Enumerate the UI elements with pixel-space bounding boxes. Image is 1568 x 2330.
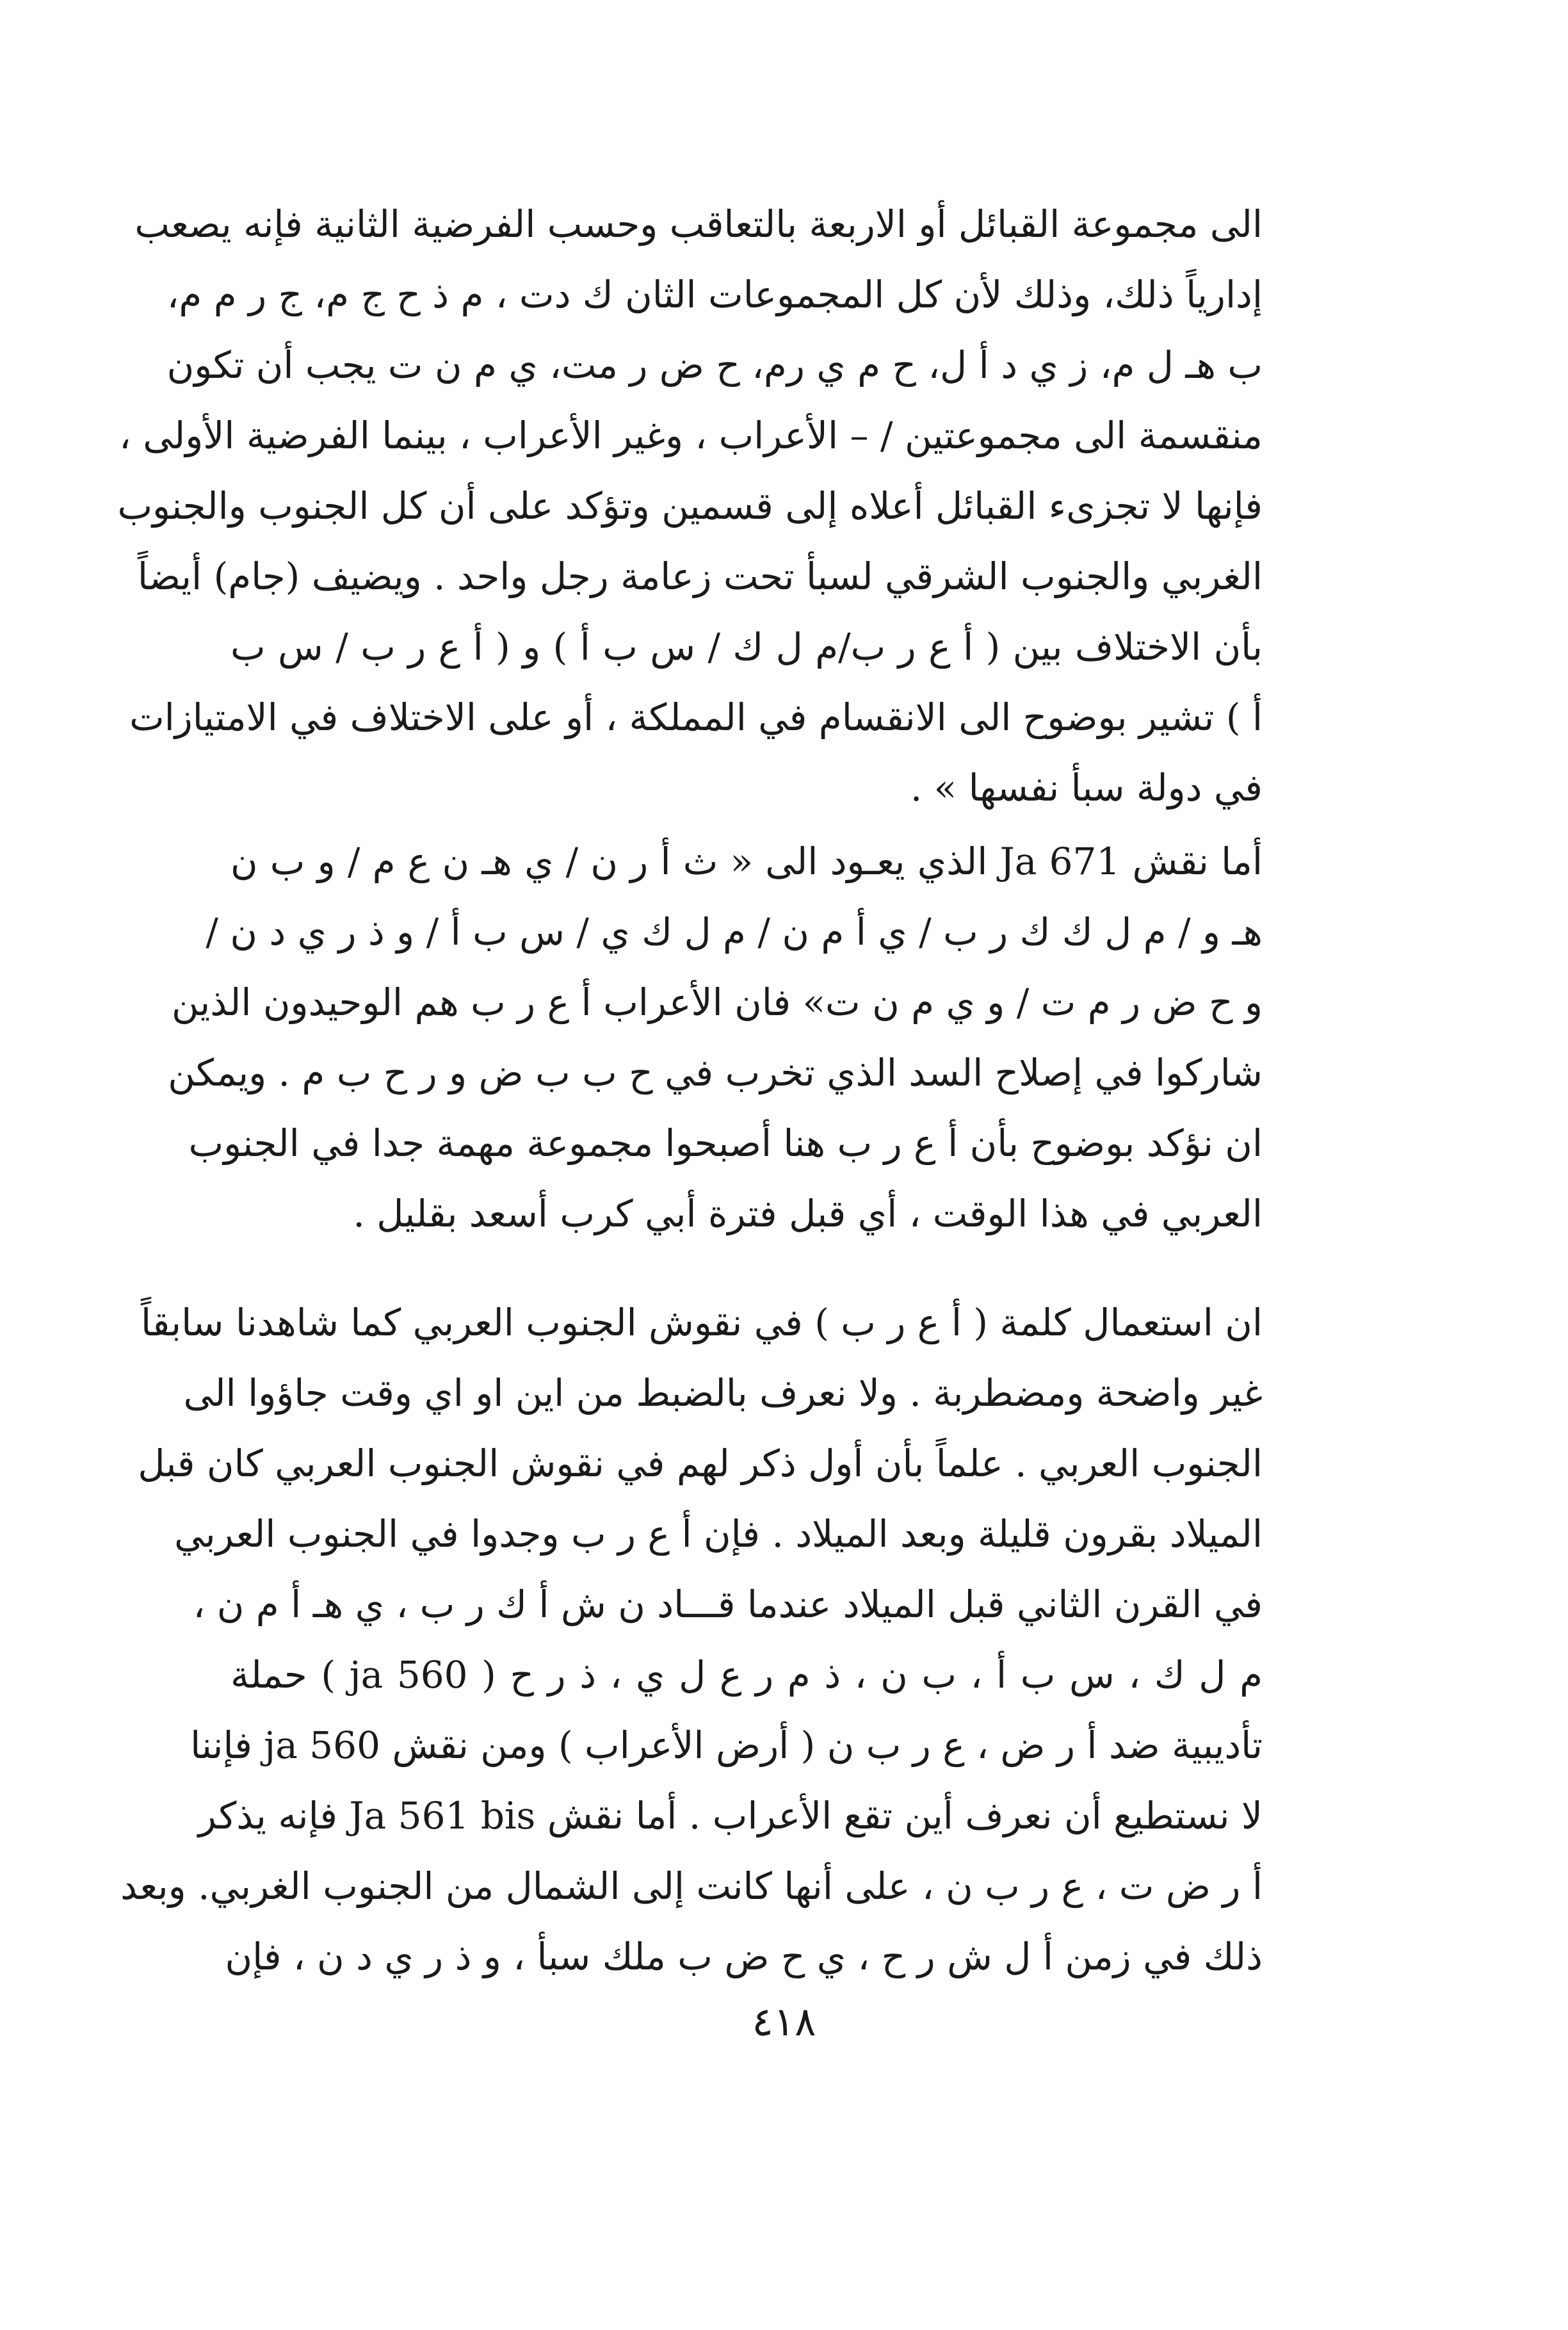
page-number: ٤١٨	[752, 1998, 816, 2045]
text-line: تأديبية ضد أ ر ض ، ع ر ب ن ( أرض الأعراب ) ومن نقش ja 560 فإننا	[190, 1723, 1263, 1767]
text-line: أ ر ض ت ، ع ر ب ن ، على أنها كانت إلى الشمال من الجنوب الغربي. وبعد	[120, 1864, 1263, 1908]
text-line: منقسمة الى مجموعتين / – الأعراب ، وغير الأعراب ، بينما الفرضية الأولى ،	[119, 414, 1263, 457]
text-line: م ل ك ، س ب أ ، ب ن ، ذ م ر ع ل ي ، ذ ر ح ( ja 560 ) حملة	[230, 1653, 1263, 1697]
text-line: في القرن الثاني قبل الميلاد عندما قـــاد ن ش أ ك ر ب ، ي هـ أ م ن ،	[193, 1583, 1263, 1626]
text-line: أ ) تشير بوضوح الى الانقسام في المملكة ، أو على الاختلاف في الامتيازات	[129, 696, 1263, 739]
text-line: إدارياً ذلك، وذلك لأن كل المجموعات الثان ك دت ، م ذ ح ج م، ج ر م م،	[166, 273, 1263, 316]
text-line: ذلك في زمن أ ل ش ر ح ، ي ح ض ب ملك سبأ ، و ذ ر ي د ن ، فإن	[225, 1935, 1263, 1978]
text-line: ب هـ ل م، ز ي د أ ل، ح م ي رم، ح ض ر مت، ي م ن ت يجب أن تكون	[166, 343, 1263, 387]
text-line: لا نستطيع أن نعرف أين تقع الأعراب . أما نقش Ja 561 bis فإنه يذكر	[198, 1794, 1263, 1837]
text-line: العربي في هذا الوقت ، أي قبل فترة أبي كرب أسعد بقليل .	[353, 1192, 1263, 1235]
text-line: الغربي والجنوب الشرقي لسبأ تحت زعامة رجل واحد . ويضيف (جام) أيضاً	[137, 555, 1263, 598]
text-line: شاركوا في إصلاح السد الذي تخرب في ح ب ب ض و ر ح ب م . ويمكن	[168, 1051, 1263, 1095]
text-line: الميلاد بقرون قليلة وبعد الميلاد . فإن أ ع ر ب وجدوا في الجنوب العربي	[174, 1512, 1263, 1556]
text-line: بأن الاختلاف بين ( أ ع ر ب/م ل ك / س ب أ ) و ( أ ع ر ب / س ب	[230, 625, 1263, 669]
text-line: أما نقش Ja 671 الذي يعـود الى « ث أ ر ن / ي هـ ن ع م / و ب ن	[230, 840, 1263, 883]
text-line: الجنوب العربي . علماً بأن أول ذكر لهم في نقوش الجنوب العربي كان قبل	[138, 1442, 1263, 1485]
text-line: هـ و / م ل ك ك ر ب / ي أ م ن / م ل ك ي / س ب أ / و ذ ر ي د ن /	[206, 910, 1263, 954]
text-line: في دولة سبأ نفسها » .	[910, 766, 1263, 810]
text-line: ان استعمال كلمة ( أ ع ر ب ) في نقوش الجنوب العربي كما شاهدنا سابقاً	[140, 1301, 1263, 1344]
text-line: ان نؤكد بوضوح بأن أ ع ر ب هنا أصبحوا مجموعة مهمة جدا في الجنوب	[188, 1121, 1263, 1165]
paragraph-3	[120, 1287, 1263, 1992]
text-line: و ح ض ر م ت / و ي م ن ت» فان الأعراب أ ع ر ب هم الوحيدون الذين	[171, 981, 1263, 1024]
text-line: الى مجموعة القبائل أو الاربعة بالتعاقب وحسب الفرضية الثانية فإنه يصعب	[134, 202, 1263, 246]
paragraph-1	[117, 189, 1263, 823]
paragraph-2	[168, 826, 1263, 1249]
text-line: فإنها لا تجزىء القبائل أعلاه إلى قسمين وتؤكد على أن كل الجنوب والجنوب	[117, 484, 1263, 528]
text-line: غير واضحة ومضطربة . ولا نعرف بالضبط من اين او اي وقت جاؤوا الى	[183, 1371, 1263, 1415]
